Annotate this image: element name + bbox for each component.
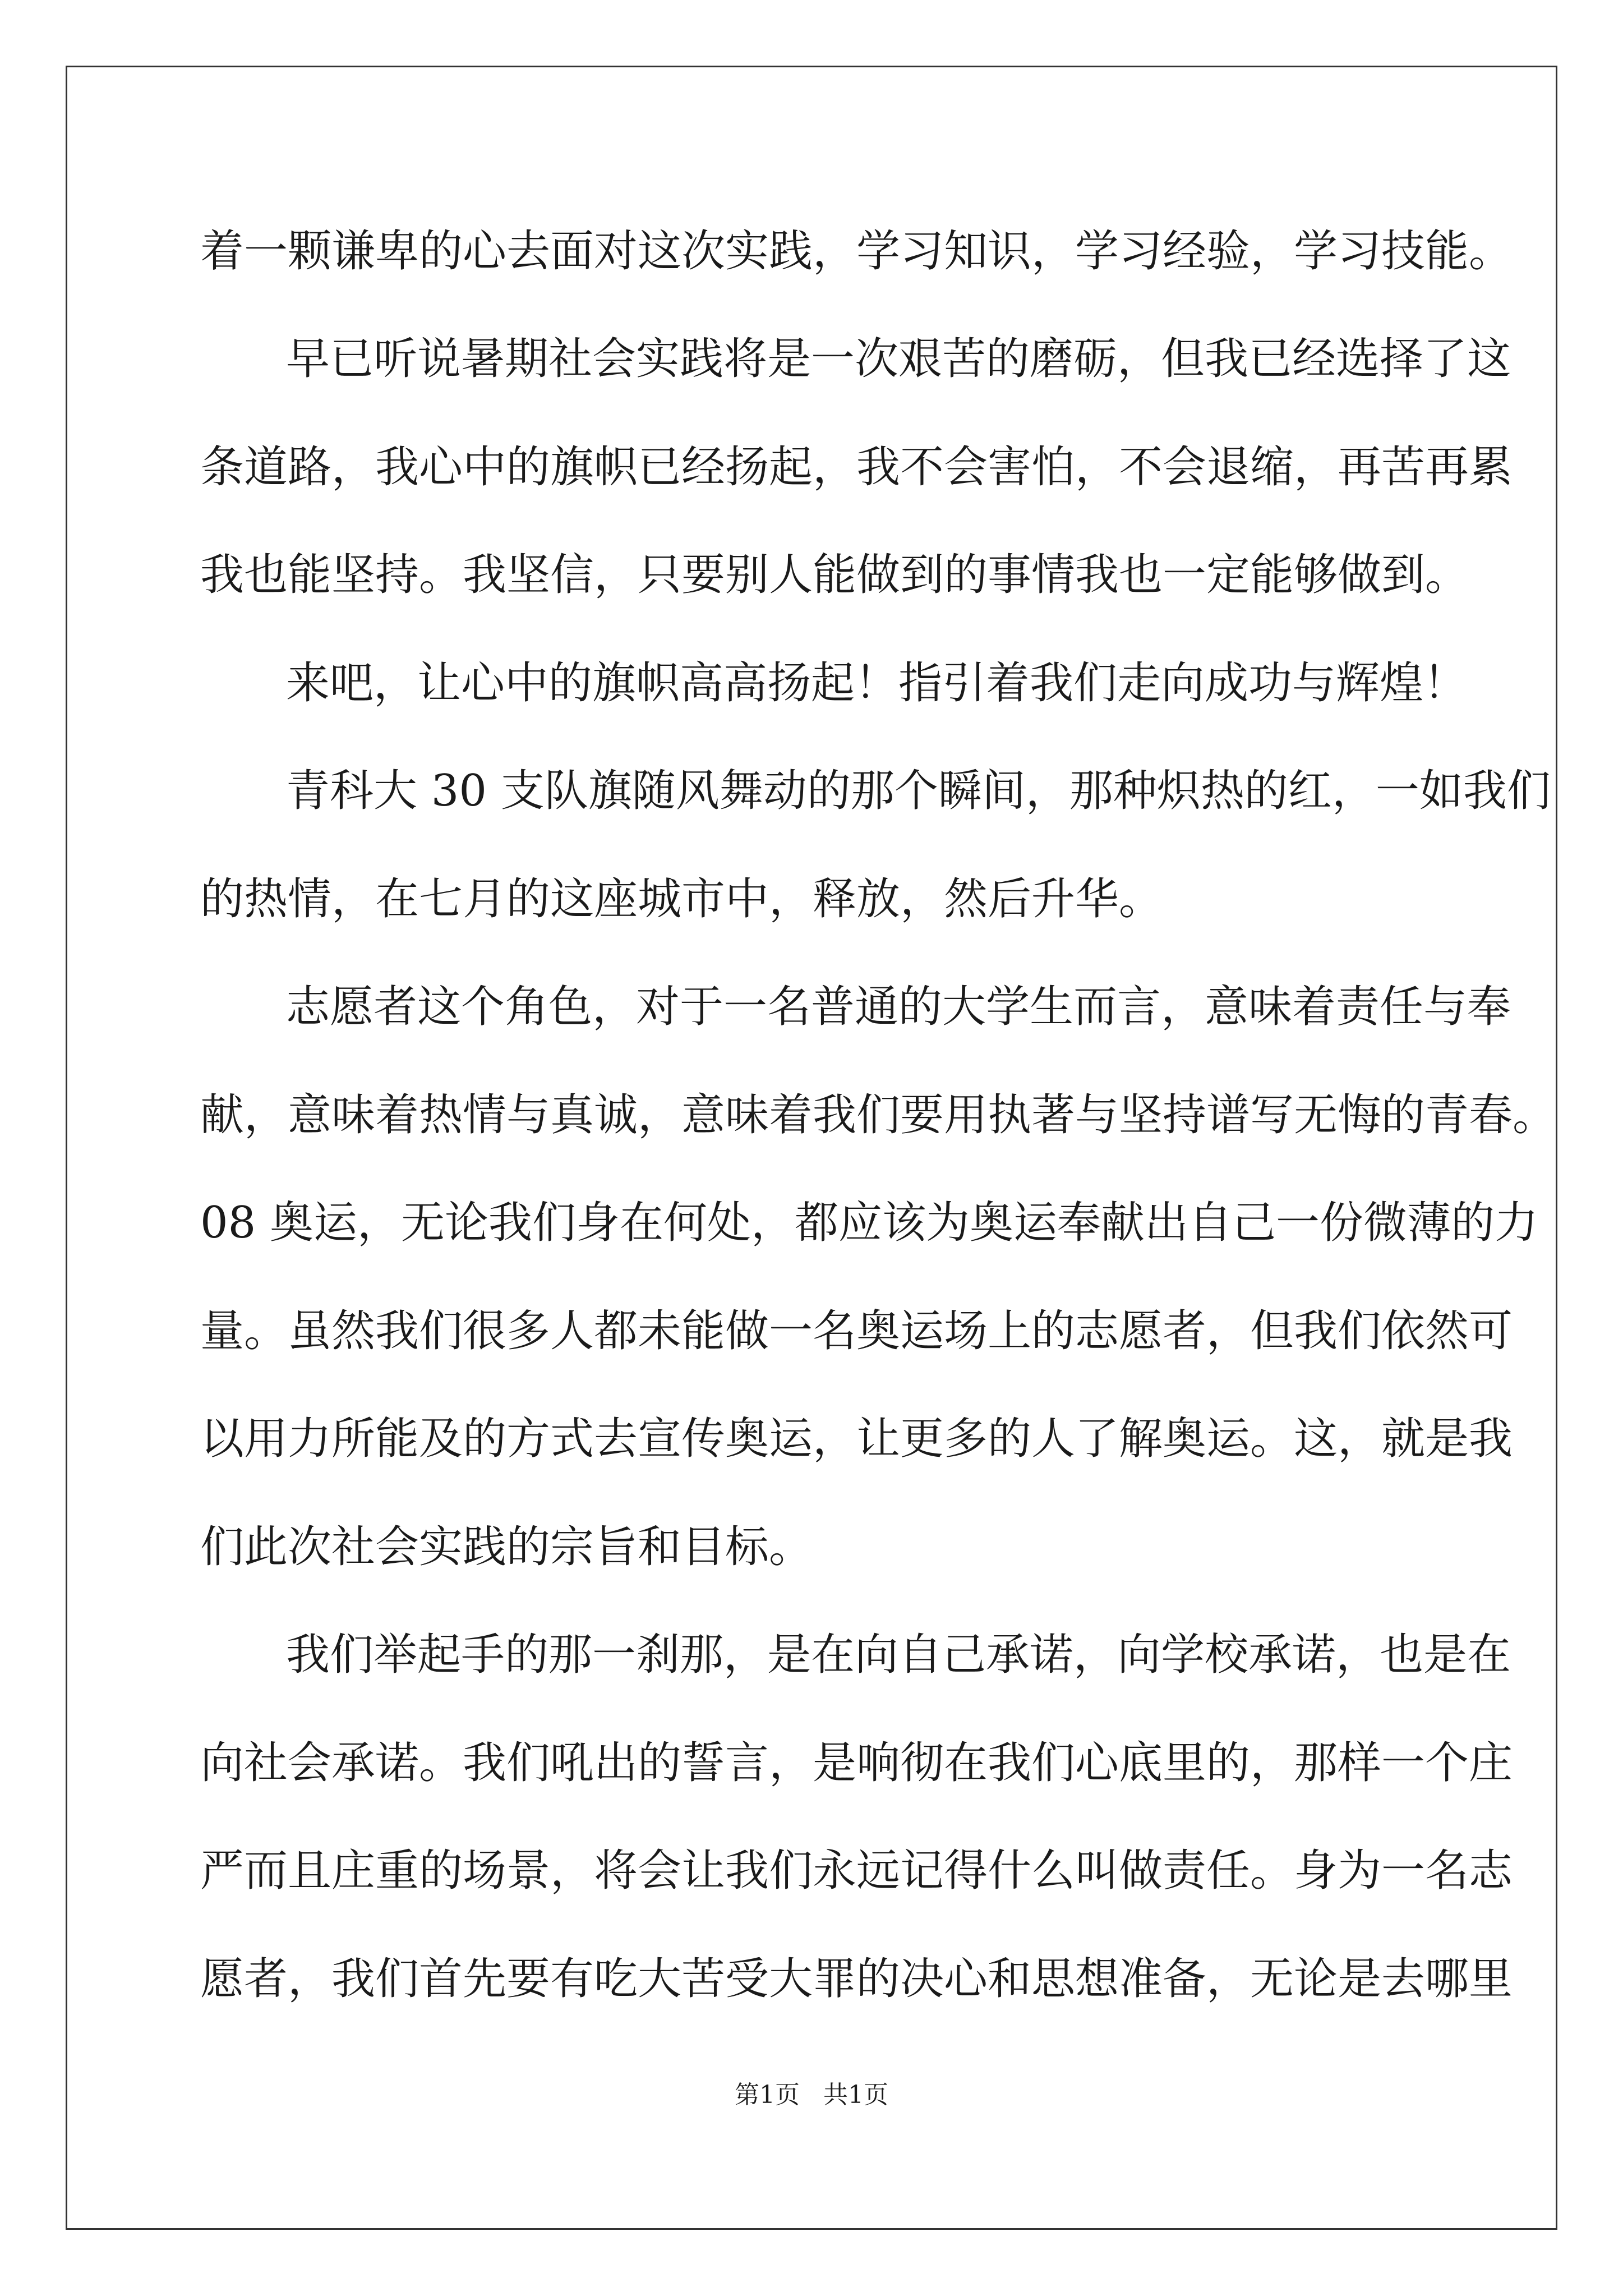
text-line: 志愿者这个角色，对于一名普通的大学生而言，意味着责任与奉	[286, 982, 1511, 1032]
text-line: 以用力所能及的方式去宣传奥运，让更多的人了解奥运。这，就是我	[200, 1414, 1513, 1464]
page-border	[66, 66, 1557, 2230]
text-line: 量。虽然我们很多人都未能做一名奥运场上的志愿者，但我们依然可	[200, 1306, 1513, 1356]
text-line: 献，意味着热情与真诚，意味着我们要用执著与坚持谱写无悔的青春。	[200, 1090, 1557, 1140]
text-line: 条道路，我心中的旗帜已经扬起，我不会害怕，不会退缩，再苦再累	[200, 442, 1513, 493]
text-line: 们此次社会实践的宗旨和目标。	[200, 1522, 813, 1572]
text-line: 08 奥运，无论我们身在何处，都应该为奥运奉献出自己一份微薄的力	[200, 1198, 1539, 1248]
text-line: 来吧，让心中的旗帜高高扬起！指引着我们走向成功与辉煌！	[286, 658, 1468, 708]
text-line: 着一颗谦卑的心去面对这次实践，学习知识，学习经验，学习技能。	[200, 226, 1513, 277]
text-line: 严而且庄重的场景，将会让我们永远记得什么叫做责任。身为一名志	[200, 1846, 1513, 1896]
text-line: 我们举起手的那一刹那，是在向自己承诺，向学校承诺，也是在	[286, 1630, 1511, 1680]
text-line: 早已听说暑期社会实践将是一次艰苦的磨砺，但我已经选择了这	[286, 334, 1511, 384]
text-line: 的热情，在七月的这座城市中，释放，然后升华。	[200, 874, 1163, 924]
text-line: 我也能坚持。我坚信，只要别人能做到的事情我也一定能够做到。	[200, 550, 1469, 600]
text-line: 青科大 30 支队旗随风舞动的那个瞬间，那种炽热的红，一如我们	[286, 766, 1551, 816]
page-footer: 第1页 共1页	[735, 2081, 888, 2109]
text-line: 向社会承诺。我们吼出的誓言，是响彻在我们心底里的，那样一个庄	[200, 1738, 1513, 1788]
text-line: 愿者，我们首先要有吃大苦受大罪的决心和思想准备，无论是去哪里	[200, 1954, 1513, 2004]
